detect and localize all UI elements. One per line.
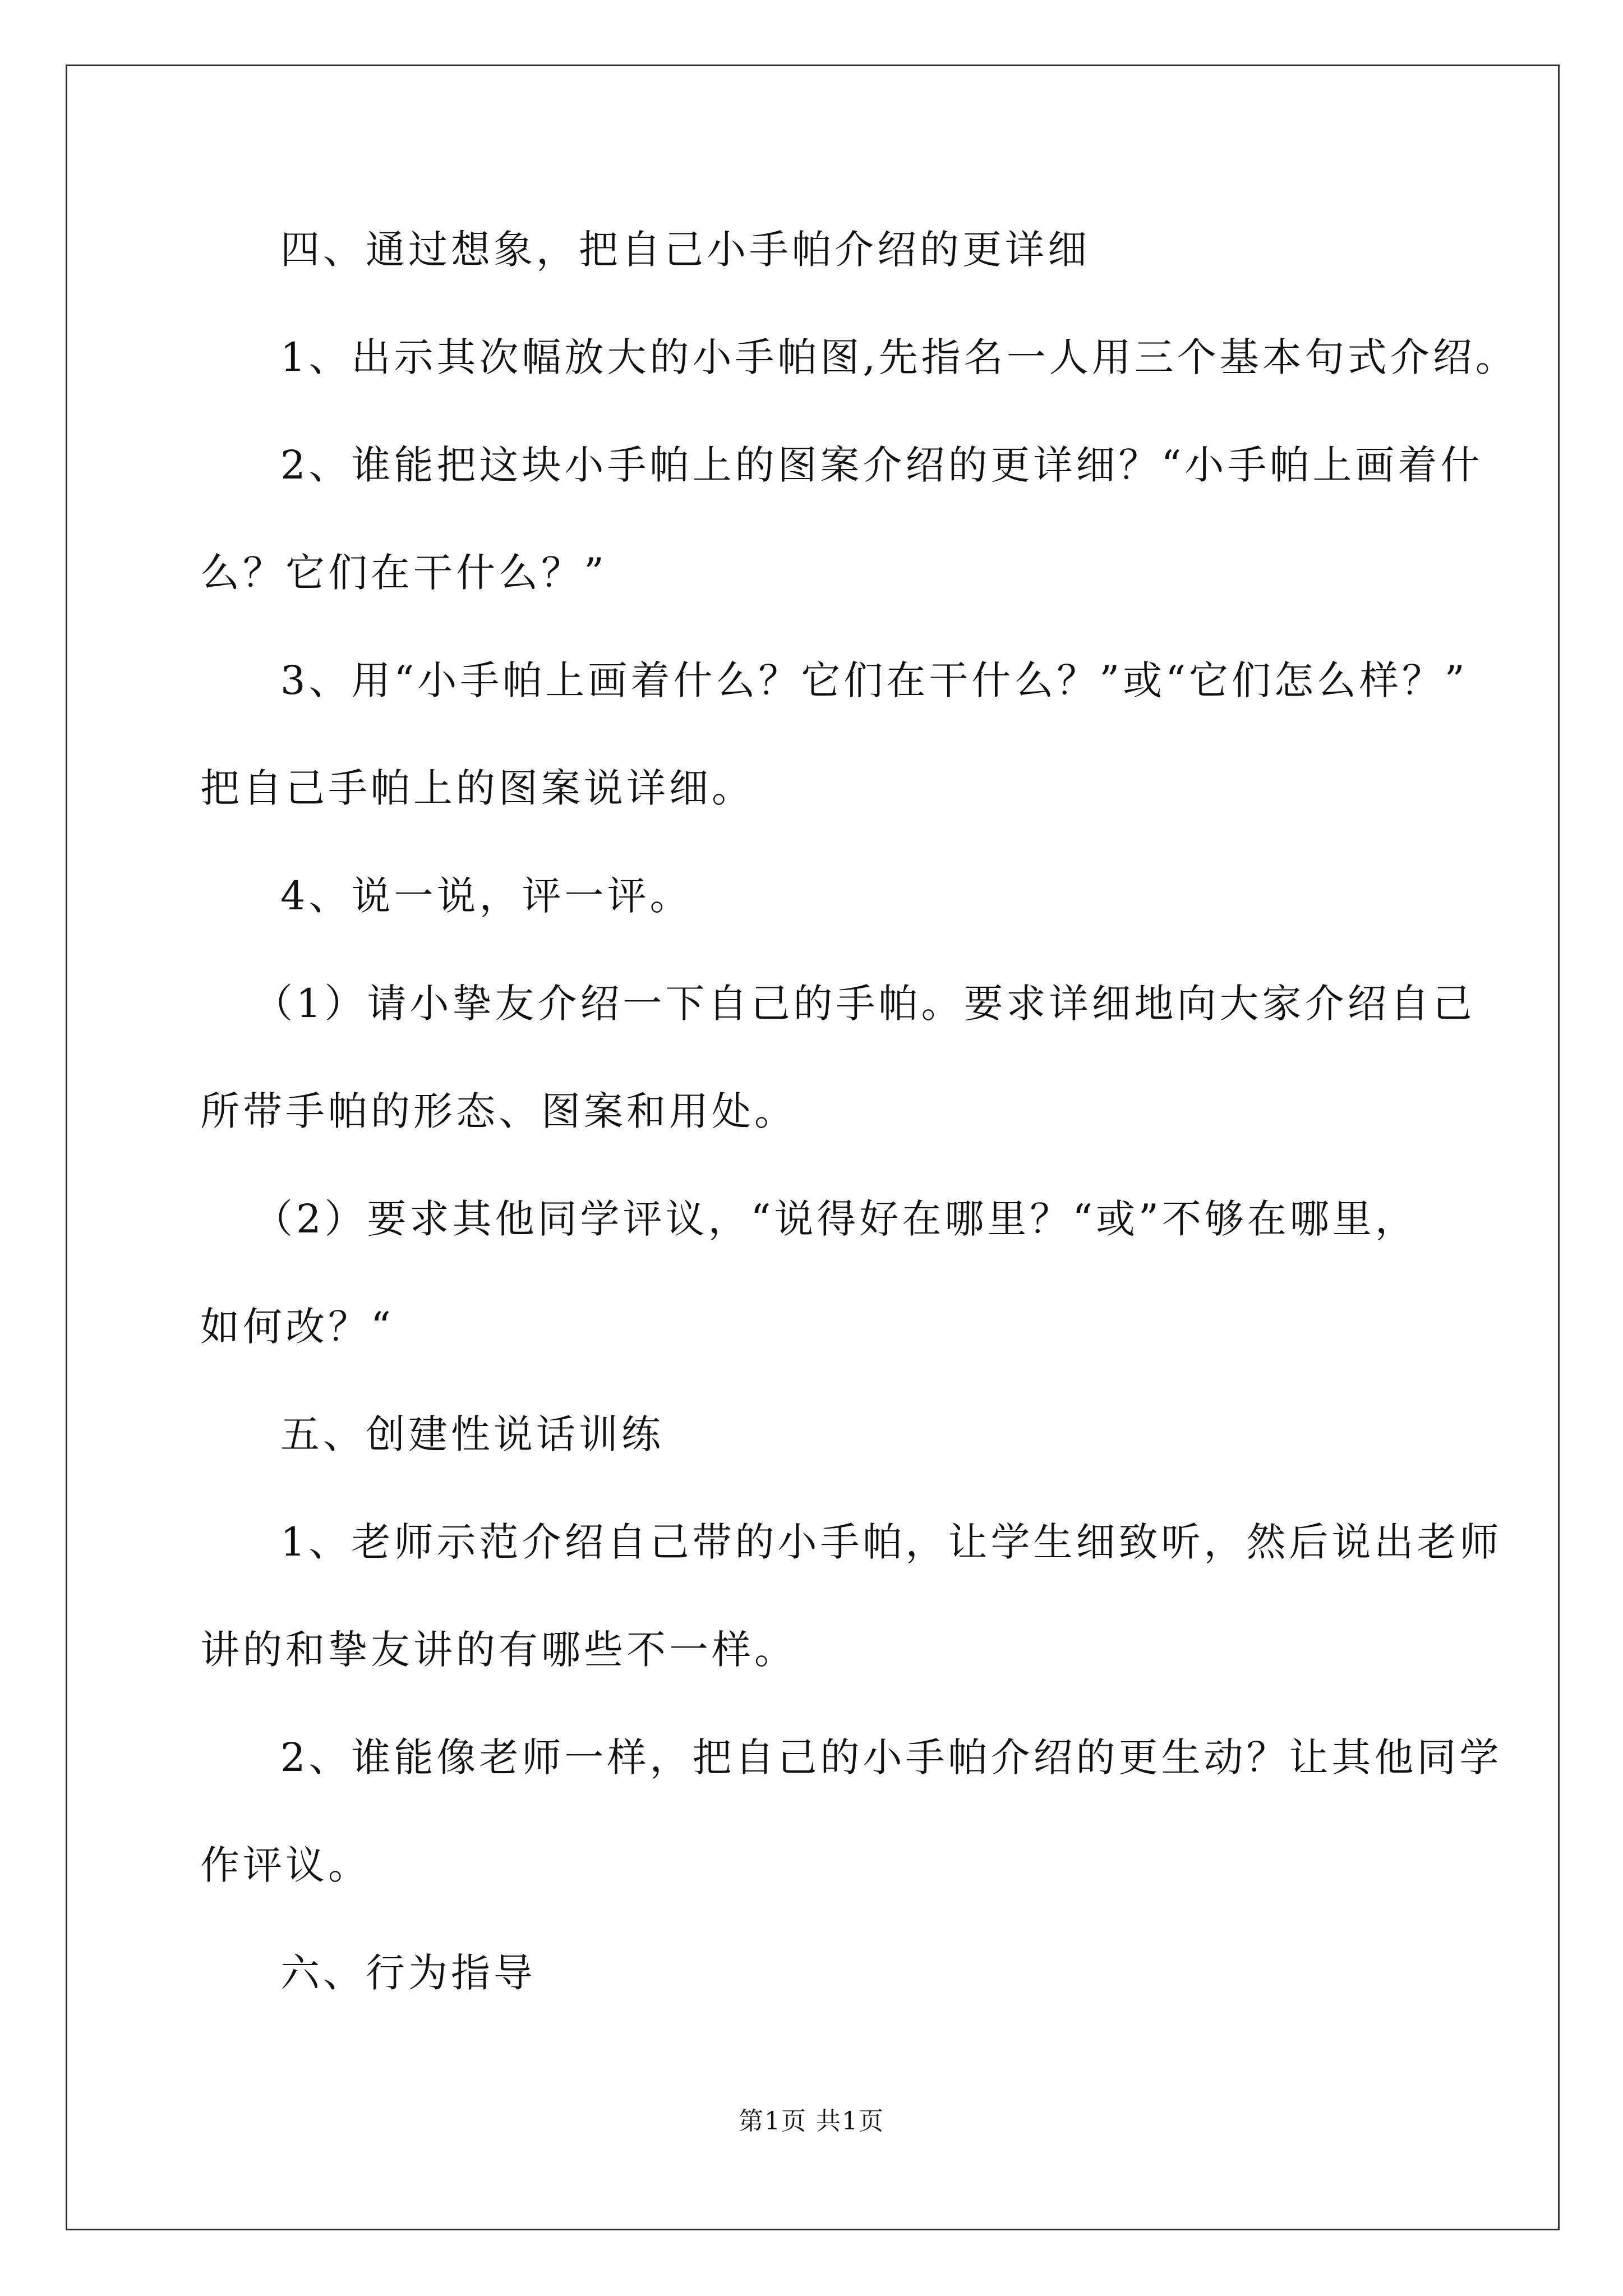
- page-footer: 第1页 共1页: [739, 2107, 884, 2136]
- paragraph-line: 4、说一说，评一评。: [280, 873, 693, 919]
- paragraph-line: 2、谁能把这块小手帕上的图案介绍的更详细？“小手帕上画着什: [280, 442, 1483, 488]
- paragraph-line: 2、谁能像老师一样，把自己的小手帕介绍的更生动？让其他同学: [280, 1734, 1502, 1780]
- paragraph-line: 作评议。: [200, 1842, 371, 1888]
- paragraph-line: 所带手帕的形态、图案和用处。: [200, 1088, 797, 1134]
- paragraph-line: 1、出示其次幅放大的小手帕图,先指名一人用三个基本句式介绍。: [280, 334, 1518, 380]
- paragraph-line: 如何改？“: [200, 1304, 394, 1350]
- paragraph-line: 1、老师示范介绍自己带的小手帕，让学生细致听，然后说出老师: [280, 1519, 1502, 1565]
- section-heading-4: 四、通过想象，把自己小手帕介绍的更详细: [280, 227, 1090, 273]
- paragraph-line: （2）要求其他同学评议，“说得好在哪里？“或”不够在哪里，: [253, 1196, 1418, 1242]
- section-heading-6: 六、行为指导: [280, 1950, 536, 1996]
- paragraph-line: 把自己手帕上的图案说详细。: [200, 765, 754, 811]
- paragraph-line: 讲的和挚友讲的有哪些不一样。: [200, 1627, 797, 1673]
- page-border: [66, 65, 1560, 2230]
- paragraph-line: （1）请小挚友介绍一下自己的手帕。要求详细地向大家介绍自己: [253, 981, 1476, 1027]
- paragraph-line: 么？它们在干什么？”: [200, 550, 607, 596]
- section-heading-5: 五、创建性说话训练: [280, 1411, 664, 1457]
- paragraph-line: 3、用“小手帕上画着什么？它们在干什么？”或“它们怎么样？”: [280, 657, 1468, 703]
